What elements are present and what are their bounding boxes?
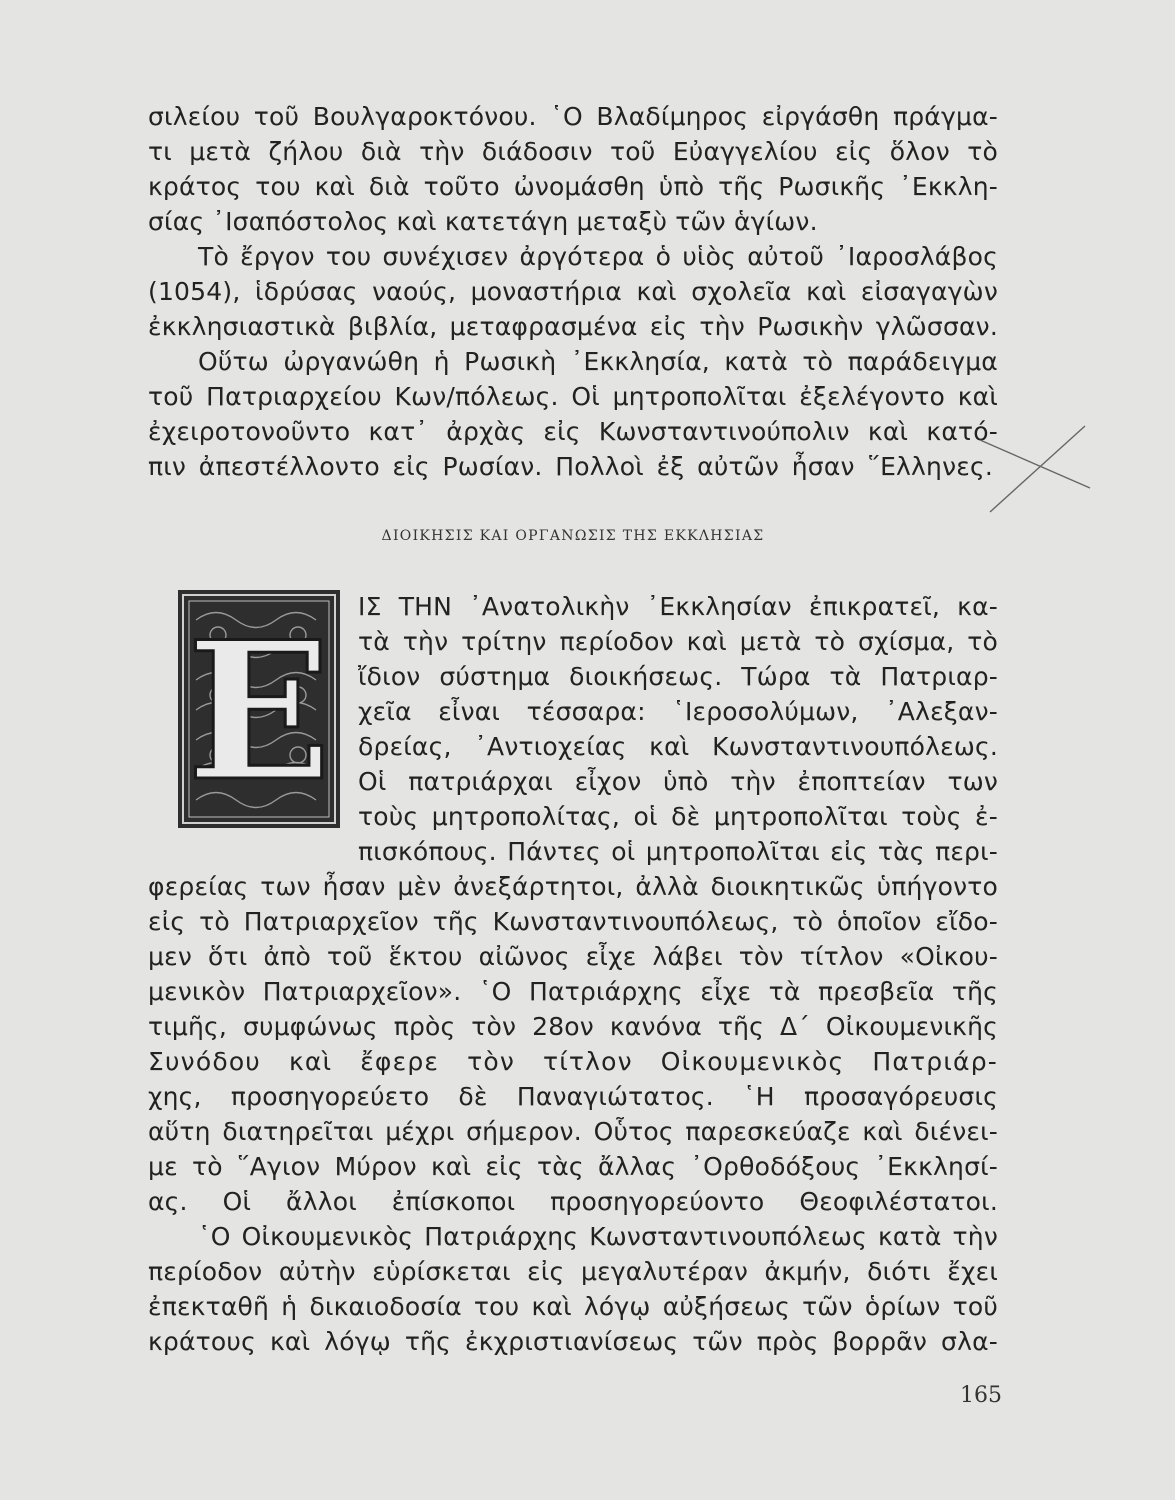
text-line: τιμῆς, συμφώνως πρὸς τὸν 28ον κανόνα τῆς Δ΄ Οἰκουμενικῆς: [148, 1012, 998, 1041]
section-heading: ΔΙΟΙΚΗΣΙΣ ΚΑΙ ΟΡΓΑΝΩΣΙΣ ΤΗΣ ΕΚΚΛΗΣΙΑΣ: [381, 528, 765, 544]
text-line: περίοδον αὐτὴν εὑρίσκεται εἰς μεγαλυτέραν ἀκμήν, διότι ἔχει: [148, 1257, 998, 1286]
text-line: τι μετὰ ζήλου διὰ τὴν διάδοσιν τοῦ Εὐαγγελίου εἰς ὅλον τὸ: [148, 137, 998, 166]
text-line: πιν ἀπεστέλλοντο εἰς Ρωσίαν. Πολλοὶ ἐξ αὐτῶν ἦσαν ῞Ελληνες.: [148, 452, 993, 481]
text-line: Συνόδου καὶ ἔφερε τὸν τίτλον Οἰκουμενικὸς Πατριάρ-: [148, 1047, 998, 1076]
text-line: Τὸ ἔργον του συνέχισεν ἀργότερα ὁ υἱὸς αὐτοῦ ᾿Ιαροσλάβος: [198, 242, 998, 271]
svg-text:Ε: Ε: [186, 600, 332, 823]
text-line: ἐκκλησιαστικὰ βιβλία, μεταφρασμένα εἰς τὴν Ρωσικὴν γλῶσσαν.: [148, 312, 998, 341]
text-line: Οὕτω ὠργανώθη ἡ Ρωσικὴ ᾿Εκκλησία, κατὰ τὸ παράδειγμα: [198, 347, 998, 376]
text-line: ἐπεκταθῆ ἡ δικαιοδοσία του καὶ λόγῳ αὐξήσεως τῶν ὁρίων τοῦ: [148, 1292, 998, 1321]
pencil-mark: [960, 420, 1100, 520]
text-line: μεν ὅτι ἀπὸ τοῦ ἕκτου αἰῶνος εἶχε λάβει τὸν τίτλον «Οἰκου-: [148, 942, 998, 971]
text-line: κράτος του καὶ διὰ τοῦτο ὠνομάσθη ὑπὸ τῆς Ρωσικῆς ᾿Εκκλη-: [148, 172, 998, 201]
text-line: τὰ τὴν τρίτην περίοδον καὶ μετὰ τὸ σχίσμα, τὸ: [358, 627, 998, 656]
text-line: φερείας των ἦσαν μὲν ἀνεξάρτητοι, ἀλλὰ διοικητικῶς ὑπήγοντο: [148, 872, 998, 901]
text-line: δρείας, ᾿Αντιοχείας καὶ Κωνσταντινουπόλεως.: [358, 732, 998, 761]
text-line: με τὸ ῞Αγιον Μύρον καὶ εἰς τὰς ἄλλας ᾿Ορθοδόξους ᾿Εκκλησί-: [148, 1152, 998, 1181]
text-line: τοὺς μητροπολίτας, οἱ δὲ μητροπολῖται τοὺς ἐ-: [358, 802, 998, 831]
text-line: σίας ᾿Ισαπόστολος καὶ κατετάγη μεταξὺ τῶν ἁγίων.: [148, 207, 818, 236]
decorative-initial: [178, 590, 340, 828]
text-line: εἰς τὸ Πατριαρχεῖον τῆς Κωνσταντινουπόλεως, τὸ ὁποῖον εἴδο-: [148, 907, 998, 936]
text-line: αὕτη διατηρεῖται μέχρι σήμερον. Οὗτος παρεσκεύαζε καὶ διένει-: [148, 1117, 998, 1146]
text-line: ἐχειροτονοῦντο κατ᾿ ἀρχὰς εἰς Κωνσταντινούπολιν καὶ κατό-: [148, 417, 998, 446]
text-line: ας. Οἱ ἄλλοι ἐπίσκοποι προσηγορεύοντο Θεοφιλέστατοι.: [148, 1187, 998, 1216]
text-line: ἴδιον σύστημα διοικήσεως. Τώρα τὰ Πατριαρ-: [358, 662, 998, 691]
text-line: χης, προσηγορεύετο δὲ Παναγιώτατος. ῾Η προσαγόρευσις: [148, 1082, 998, 1111]
text-line: ΙΣ ΤΗΝ ᾿Ανατολικὴν ᾿Εκκλησίαν ἐπικρατεῖ, κα-: [358, 592, 998, 621]
text-line: πισκόπους. Πάντες οἱ μητροπολῖται εἰς τὰς περι-: [358, 837, 998, 866]
text-line: κράτους καὶ λόγῳ τῆς ἐκχριστιανίσεως τῶν πρὸς βορρᾶν σλα-: [148, 1327, 998, 1356]
text-line: Οἱ πατριάρχαι εἶχον ὑπὸ τὴν ἐποπτείαν των: [358, 767, 998, 796]
text-line: χεῖα εἶναι τέσσαρα: ῾Ιεροσολύμων, ᾿Αλεξαν-: [358, 697, 998, 726]
text-line: τοῦ Πατριαρχείου Κων/πόλεως. Οἱ μητροπολῖται ἐξελέγοντο καὶ: [148, 382, 998, 411]
text-line: μενικὸν Πατριαρχεῖον». ῾Ο Πατριάρχης εἶχε τὰ πρεσβεῖα τῆς: [148, 977, 998, 1006]
text-line: σιλείου τοῦ Βουλγαροκτόνου. ῾Ο Βλαδίμηρος εἰργάσθη πράγμα-: [148, 102, 998, 131]
text-line: ῾Ο Οἰκουμενικὸς Πατριάρχης Κωνσταντινουπόλεως κατὰ τὴν: [198, 1222, 998, 1251]
text-line: (1054), ἱδρύσας ναούς, μοναστήρια καὶ σχολεῖα καὶ εἰσαγαγὼν: [148, 277, 998, 306]
page-number: 165: [960, 1383, 1002, 1408]
